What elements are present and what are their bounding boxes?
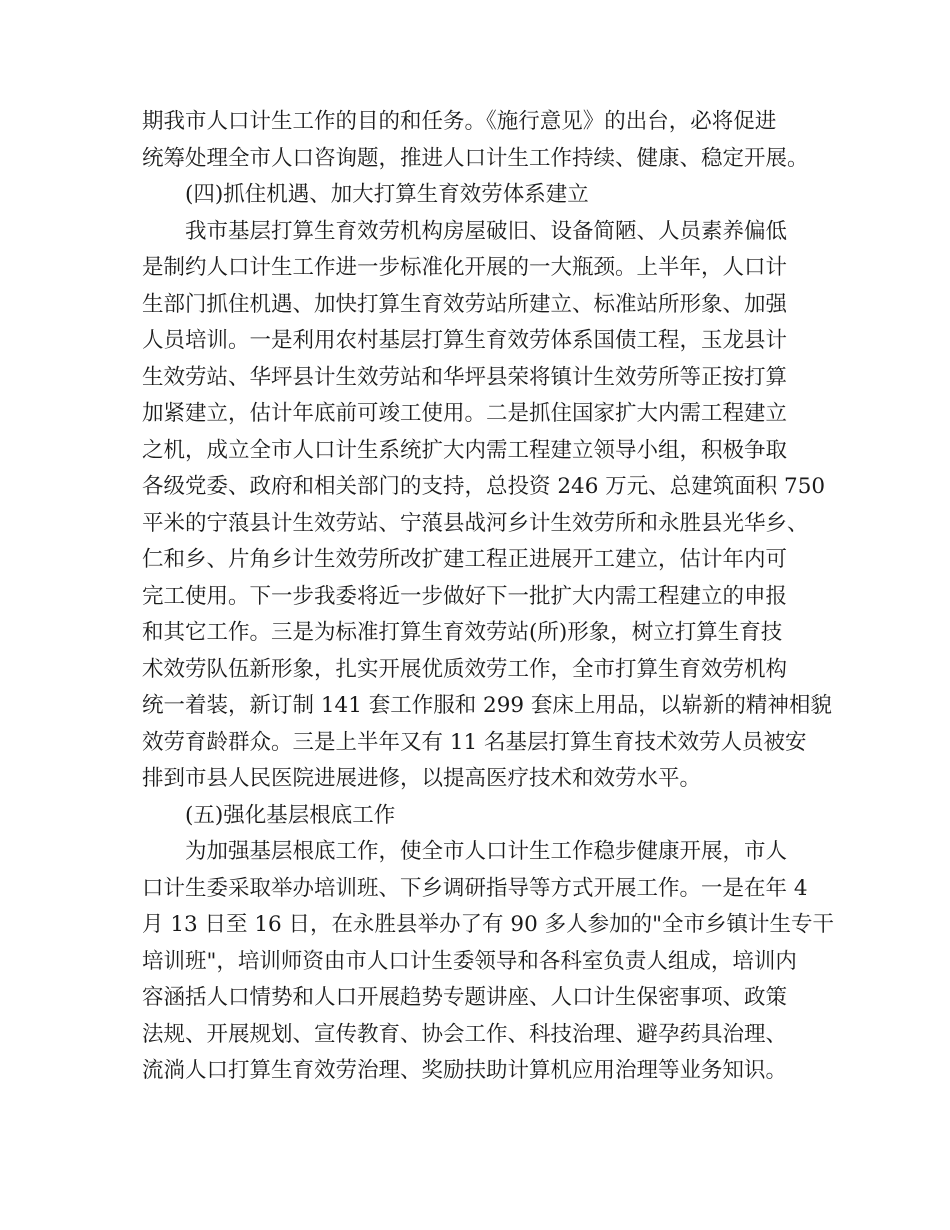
text-line: 为加强基层根底工作，使全市人口计生工作稳步健康开展，市人 [185,839,788,864]
text-line: 生部门抓住机遇、加快打算生育效劳站所建立、标准站所形象、加强 [142,291,788,317]
text-line: 月 13 日至 16 日，在永胜县举办了有 90 多人参加的"全市乡镇计生专干 [142,912,834,937]
text-line: 统筹处理全市人口咨询题，推进人口计生工作持续、健康、稳定开展。 [142,145,809,171]
text-line: 是制约人口计生工作进一步标准化开展的一大瓶颈。上半年，人口计 [142,255,788,280]
text-line: (五)强化基层根底工作 [185,802,396,828]
text-line: 统一着装，新订制 141 套工作服和 299 套床上用品，以崭新的精神相貌 [142,693,832,718]
text-line: 口计生委采取举办培训班、下乡调研指导等方式开展工作。一是在年 4 [142,875,808,901]
text-line: 和其它工作。三是为标准打算生育效劳站(所)形象，树立打算生育技 [142,620,783,645]
text-line: 人员培训。一是利用农村基层打算生育效劳体系国债工程，玉龙县计 [142,328,788,353]
text-line: 仁和乡、片角乡计生效劳所改扩建工程正进展开工建立，估计年内可 [142,547,788,572]
text-line: 期我市人口计生工作的目的和任务。《施行意见》的出台，必将促进 [142,109,777,134]
text-line: 术效劳队伍新形象，扎实开展优质效劳工作，全市打算生育效劳机构 [142,656,788,682]
text-line: 平米的宁蒗县计生效劳站、宁蒗县战河乡计生效劳所和永胜县光华乡、 [142,510,809,536]
text-line: 培训班"，培训师资由市人口计生委领导和各科室负责人组成，培训内 [142,948,797,974]
text-line: 法规、开展规划、宣传教育、协会工作、科技治理、避孕药具治理、 [142,1021,788,1047]
text-line: 我市基层打算生育效劳机构房屋破旧、设备简陋、人员素养偏低 [185,218,788,244]
text-line: 生效劳站、华坪县计生效劳站和华坪县荣将镇计生效劳所等正按打算 [142,364,788,390]
text-line: 各级党委、政府和相关部门的支持，总投资 246 万元、总建筑面积 750 [142,474,826,499]
document-body [142,104,834,1090]
text-line: 容涵括人口情势和人口开展趋势专题讲座、人口计生保密事项、政策 [142,985,788,1010]
text-line: 效劳育龄群众。三是上半年又有 11 名基层打算生育技术效劳人员被安 [142,729,807,755]
text-line: 流淌人口打算生育效劳治理、奖励扶助计算机应用治理等业务知识。 [142,1058,788,1083]
text-line: (四)抓住机遇、加大打算生育效劳体系建立 [185,182,589,207]
text-line: 之机，成立全市人口计生系统扩大内需工程建立领导小组，积极争取 [142,437,788,463]
text-line: 加紧建立，估计年底前可竣工使用。二是抓住国家扩大内需工程建立 [142,401,788,426]
text-line: 排到市县人民医院进展进修，以提高医疗技术和效劳水平。 [142,766,702,791]
text-line: 完工使用。下一步我委将近一步做好下一批扩大内需工程建立的申报 [142,583,788,609]
